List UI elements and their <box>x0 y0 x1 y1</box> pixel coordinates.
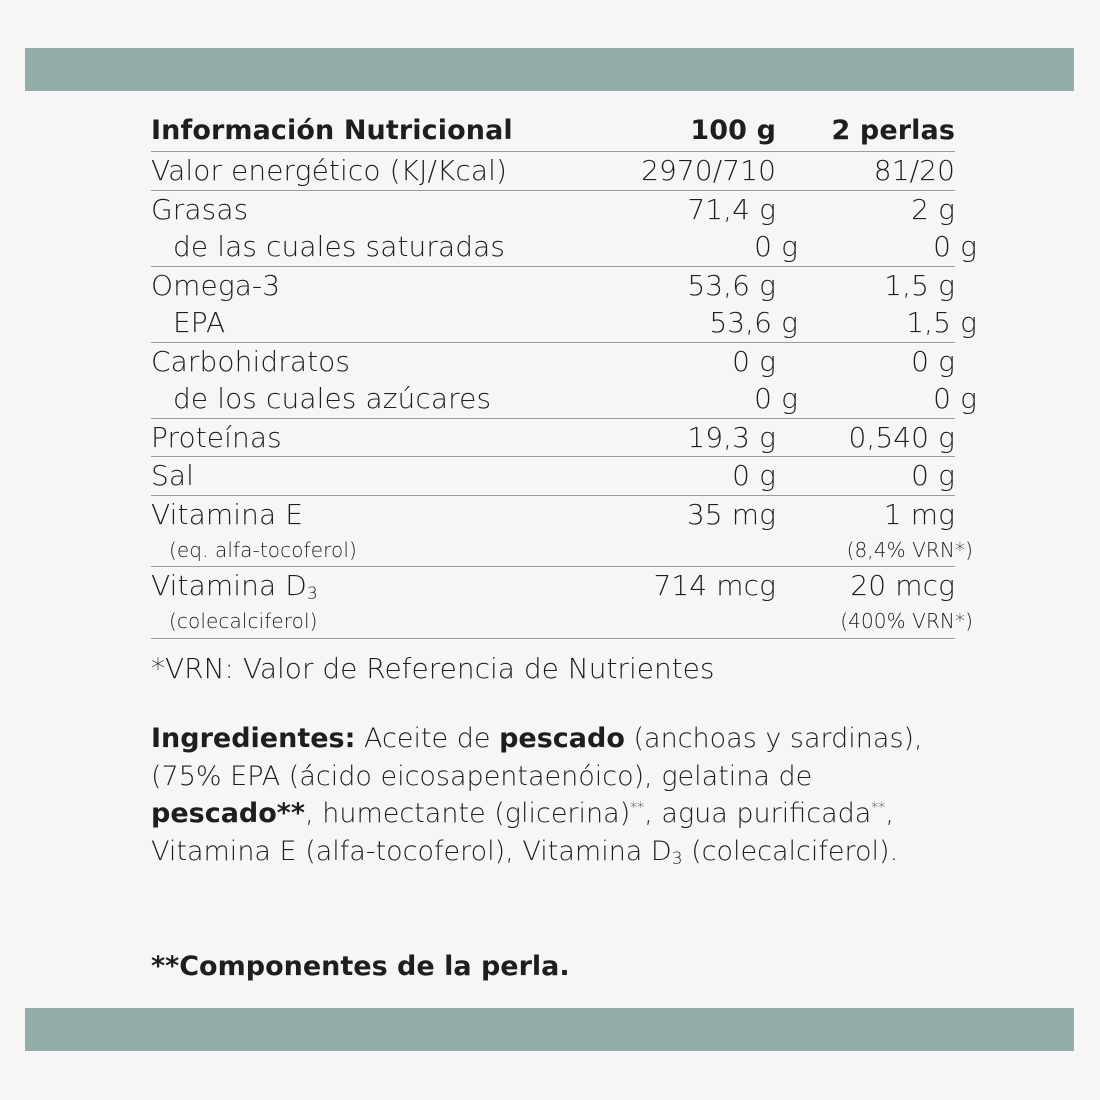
ingredients-bold: pescado** <box>151 798 306 829</box>
row-label: de los cuales azúcares <box>173 382 492 416</box>
row-value-100g: 0 g <box>754 382 798 416</box>
row-value-100g: 0 g <box>732 344 776 378</box>
row-vrn-percent: (400% VRN*) <box>840 609 973 633</box>
nutrition-table <box>151 110 977 639</box>
row-value-2-perlas: 0 g <box>911 344 955 378</box>
ingredients-text: , humectante (glicerina) <box>305 798 631 829</box>
ingredients-text: , Vitamina E (alfa-tocoferol), Vitamina D <box>151 798 894 867</box>
vrn-footnote: *VRN: Valor de Referencia de Nutrientes <box>151 652 715 685</box>
ingredients-title: Ingredientes: <box>151 723 356 754</box>
table-row-salt <box>151 457 955 496</box>
table-row-energy <box>151 152 955 191</box>
ingredients-text: (colecalciferol). <box>682 835 899 867</box>
ingredients-sup: ** <box>630 800 645 816</box>
row-value-100g: 0 g <box>754 230 798 264</box>
row-value-2-perlas: 81/20 <box>873 154 955 188</box>
row-value-2-perlas: 2 g <box>911 192 955 226</box>
bottom-band <box>25 1008 1074 1051</box>
row-value-2-perlas: 1,5 g <box>884 268 955 302</box>
row-vrn-percent: (8,4% VRN*) <box>846 537 973 562</box>
row-value-100g: 714 mcg <box>653 569 776 603</box>
ingredients-text: , agua purificada <box>644 798 872 829</box>
row-value-2-perlas: 20 mcg <box>850 569 955 603</box>
row-value-100g: 2970/710 <box>641 154 776 188</box>
components-footnote: **Componentes de la perla. <box>151 951 570 982</box>
header-label: Información Nutricional <box>151 115 513 146</box>
row-label: Proteínas <box>151 420 282 454</box>
row-sublabel: (colecalciferol) <box>169 609 318 633</box>
ingredients-paragraph <box>151 720 941 870</box>
ingredients-sup: ** <box>871 800 886 816</box>
row-value-100g: 53,6 g <box>687 268 776 302</box>
table-row-vitamin-d3 <box>151 567 973 639</box>
row-value-2-perlas: 0 g <box>933 382 977 416</box>
ingredients-bold: pescado <box>499 723 625 754</box>
row-value-2-perlas: 1 mg <box>883 497 955 531</box>
row-value-100g: 0 g <box>732 459 776 493</box>
ingredients-text: (anchoas y sardinas), (75% EPA (ácido eicosapentaenóico), gelatina de <box>151 723 923 792</box>
subscript-3: 3 <box>671 848 683 869</box>
row-sublabel: (eq. alfa-tocoferol) <box>169 537 357 562</box>
row-value-2-perlas: 1,5 g <box>906 306 977 340</box>
row-value-100g: 35 mg <box>686 497 776 531</box>
table-row-vitamin-e <box>151 496 973 568</box>
table-row-carbs <box>151 343 977 419</box>
table-row-protein <box>151 419 955 458</box>
row-value-100g: 71,4 g <box>687 192 776 226</box>
ingredients-text: Aceite de <box>355 723 500 754</box>
row-value-2-perlas: 0,540 g <box>848 420 955 454</box>
row-value-100g: 19,3 g <box>687 420 776 454</box>
row-label: EPA <box>173 306 226 340</box>
row-label: Valor energético (KJ/Kcal) <box>151 154 508 188</box>
vitamin-d-label: Vitamina D <box>151 569 307 603</box>
row-label: Sal <box>151 459 195 493</box>
row-label <box>151 569 631 605</box>
header-col-100g: 100 g <box>690 115 776 146</box>
row-label: Carbohidratos <box>151 344 351 378</box>
header-col-2-perlas: 2 perlas <box>831 115 955 146</box>
table-header-row <box>151 110 955 152</box>
table-row-fat <box>151 191 977 267</box>
row-label: Vitamina E <box>151 497 304 531</box>
table-row-omega3 <box>151 267 977 343</box>
row-label: Omega-3 <box>151 268 281 302</box>
subscript-3: 3 <box>306 584 318 605</box>
row-label: de las cuales saturadas <box>173 230 506 264</box>
row-value-2-perlas: 0 g <box>911 459 955 493</box>
top-band <box>25 48 1074 91</box>
row-label: Grasas <box>151 192 249 226</box>
row-value-2-perlas: 0 g <box>933 230 977 264</box>
row-value-100g: 53,6 g <box>709 306 798 340</box>
